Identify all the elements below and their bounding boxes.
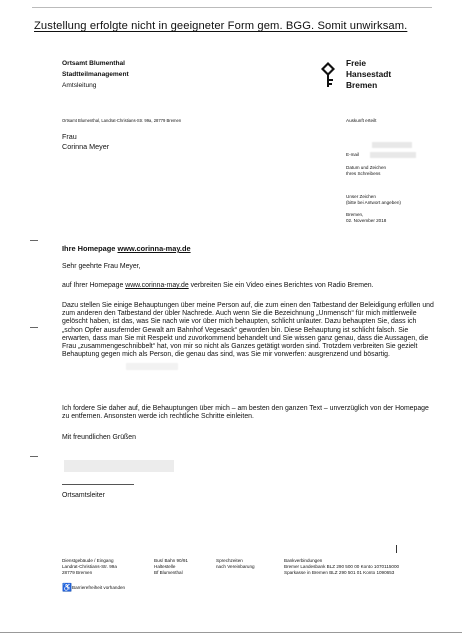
signature-line <box>62 484 134 485</box>
redaction <box>370 152 416 158</box>
fold-mark <box>30 240 38 241</box>
footer-hours: Sprechzeiten nach Vereinbarung <box>216 558 255 569</box>
footer-address: Dienstgebäude / Eingang Landrat-Christians-Str. 99a 28779 Bremen <box>62 558 117 575</box>
paragraph-3: Ich fordere Sie daher auf, die Behauptungen über mich – am besten den ganzen Text – unverzüglich von der Homepage zu entfernen. Ansonsten werde ich rechtliche Schritte einleiten. <box>62 405 429 421</box>
paragraph-1: auf Ihrer Homepage www.corinna-may.de verbreiten Sie ein Video eines Berichtes von Radio Bremen. <box>62 282 374 289</box>
sender-dept: Stadtteilmanagement <box>62 71 129 78</box>
return-address-line: Ortsamt Blumenthal, Landrat-Christians-Str. 99a, 28779 Bremen <box>62 118 182 123</box>
footer-bank: Bankverbindungen Bremer Landesbank BLZ 290 500 00 Konto 1070115000 Sparkasse in Bremen BLZ 290 501 01 Konto 1090653 <box>284 558 400 575</box>
redaction <box>372 142 412 148</box>
side-unser-zeichen: Unser Zeichen (bitte bei Antwort angeben) <box>346 194 401 205</box>
fold-mark <box>30 327 38 328</box>
bremen-key-logo-icon <box>321 62 335 90</box>
handwritten-stamp-note: Zustellung erfolgte nicht in geeigneter Form gem. BGG. Somit unwirksam. <box>34 20 408 32</box>
bottom-rule <box>0 632 462 633</box>
footer-transit: Bus/ Bahn 90/91 Haltestelle Bf Blumenthal <box>154 558 188 575</box>
signature-redaction <box>64 460 174 472</box>
subject-link[interactable]: www.corinna-may.de <box>117 244 191 253</box>
sender-block <box>62 58 129 91</box>
fold-mark <box>30 456 38 457</box>
side-email: E-mail <box>346 152 360 157</box>
brand-name: Freie Hansestadt Bremen <box>346 58 392 90</box>
recipient-address: Frau Corinna Meyer <box>62 132 110 151</box>
wheelchair-icon: ♿ <box>62 583 72 592</box>
sender-office: Ortsamt Blumenthal <box>62 60 126 67</box>
redaction <box>126 363 178 370</box>
side-auskunft: Auskunft erteilt <box>346 118 377 123</box>
subject-line: Ihre Homepage www.corinna-may.de <box>62 244 191 253</box>
letter-date: Bremen, 02. November 2018 <box>346 212 387 223</box>
paragraph-2: Dazu stellen Sie einige Behauptungen über meine Person auf, die zum einen den Tatbestand der Beleidigung erfüllen und zum anderen den Tatbestand der übler Nachrede. Auch wenn Sie die Bezeichnung „Unmensch“ für mich mittlerweile gelöscht haben, ist das, was Sie nach wie vor über mich behaupten, schlicht unlauter. Dazu behaupten Sie, dass ich „schon Opfer ausufernder Gewalt am Bahnhof Vegesack“ geworden bin. Diese Behauptung ist schlicht falsch. Sie erwarten, dass man Sie mit Respekt und zuvorkommend behandelt und Sie wissen ganz genau, dass die Aussagen, die Frau „zusammengeschnibbelt“ hat, von mir so nicht als Ganzes getätigt worden sind. Trotzdem verbreiten Sie gezielt Behauptung gegen mich als Person, die genau das sind, was Sie mir vorwerfen: ausgrenzend und bösartig. <box>62 302 434 359</box>
homepage-link[interactable]: www.corinna-may.de <box>125 282 189 289</box>
top-rule <box>32 7 432 8</box>
salutation: Sehr geehrte Frau Meyer, <box>62 263 141 270</box>
footer-barrier: Barrierefreiheit vorhanden <box>72 585 126 590</box>
sender-unit: Amtsleitung <box>62 82 97 89</box>
scan-mark <box>396 545 397 553</box>
signer-role: Ortsamtsleiter <box>62 492 105 499</box>
closing: Mit freundlichen Grüßen <box>62 434 136 441</box>
side-datum: Datum und Zeichen Ihres Schreibens <box>346 165 387 176</box>
